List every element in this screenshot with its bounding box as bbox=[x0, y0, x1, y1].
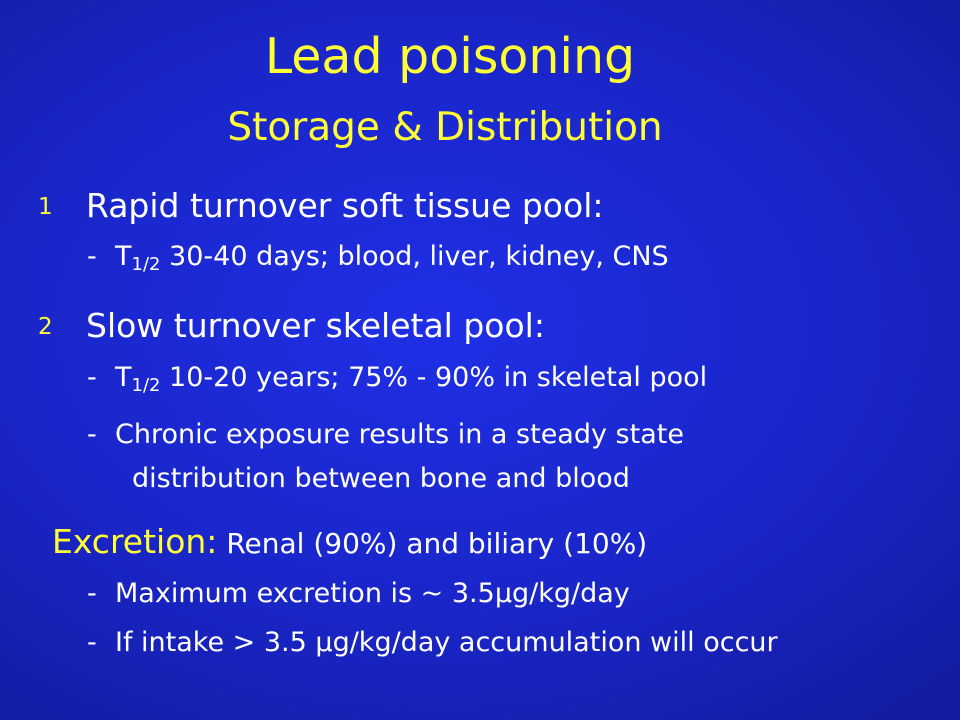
item-1-heading: Rapid turnover soft tissue pool: bbox=[86, 186, 604, 225]
bullet-text bbox=[115, 361, 707, 395]
bullet-prefix: T bbox=[115, 362, 132, 393]
bullet-body: 30-40 days; blood, liver, kidney, CNS bbox=[160, 241, 669, 272]
bullet-dash: - bbox=[87, 627, 97, 658]
item-1-number: 1 bbox=[38, 194, 53, 220]
bullet-text: Maximum excretion is ~ 3.5µg/kg/day bbox=[115, 578, 630, 609]
bullet-text: If intake > 3.5 µg/kg/day accumulation will occur bbox=[115, 627, 778, 658]
excretion-label: Excretion: bbox=[52, 522, 218, 561]
bullet-dash: - bbox=[87, 419, 97, 450]
excretion-heading bbox=[52, 522, 647, 564]
bullet-text bbox=[115, 240, 669, 274]
bullet-dash: - bbox=[87, 362, 97, 393]
slide-subtitle: Storage & Distribution bbox=[227, 105, 663, 150]
item-2-bullet-2-continuation: distribution between bone and blood bbox=[132, 463, 630, 494]
item-2-number: 2 bbox=[38, 314, 53, 340]
excretion-detail: Renal (90%) and biliary (10%) bbox=[217, 527, 648, 560]
bullet-subscript: 1/2 bbox=[131, 254, 161, 275]
bullet-dash: - bbox=[87, 241, 97, 272]
slide-title: Lead poisoning bbox=[264, 28, 636, 85]
bullet-prefix: T bbox=[115, 241, 132, 272]
bullet-subscript: 1/2 bbox=[131, 375, 161, 396]
item-2-heading: Slow turnover skeletal pool: bbox=[86, 306, 545, 345]
bullet-dash: - bbox=[87, 578, 97, 609]
bullet-body: 10-20 years; 75% - 90% in skeletal pool bbox=[160, 362, 708, 393]
bullet-text: Chronic exposure results in a steady state bbox=[115, 419, 684, 450]
